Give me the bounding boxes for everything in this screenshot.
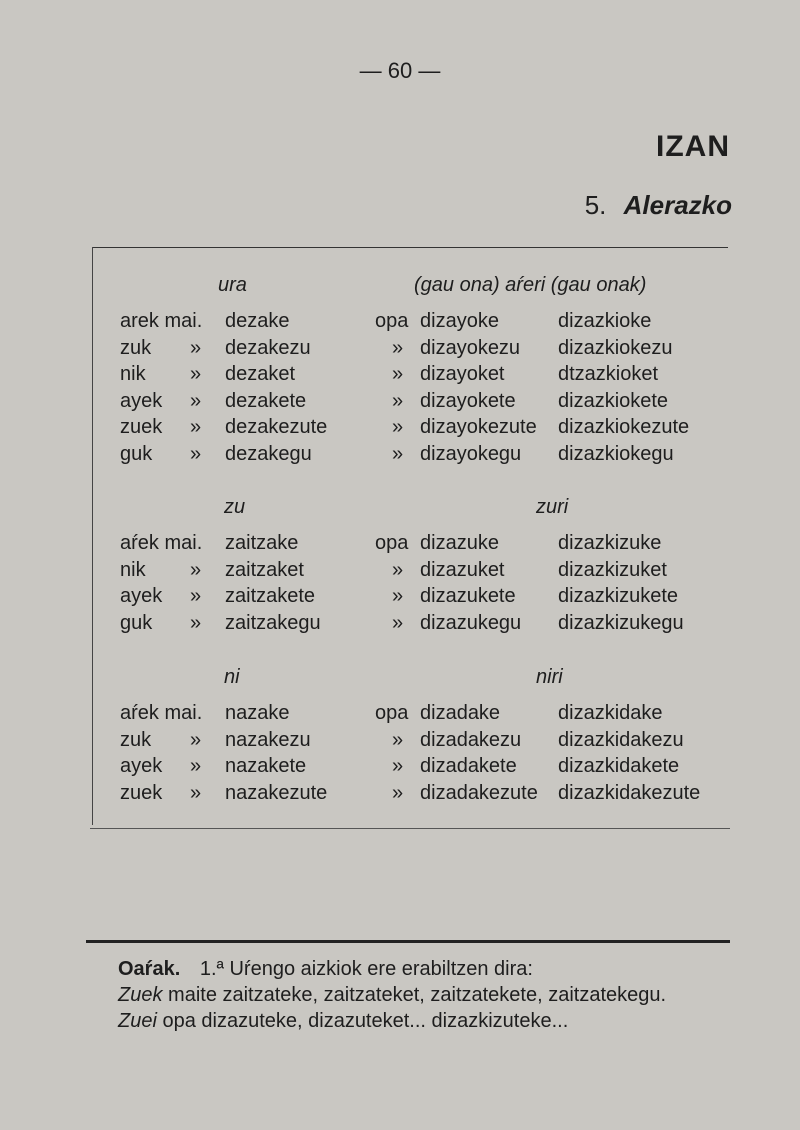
row-ditto-mark: » [190,363,202,385]
row-subject: arek mai. [120,310,203,332]
row-subject: nik [120,558,146,581]
table-row [0,530,800,556]
notes-line-2-text: maite zaitzateke, zaitzateket, zaitzatekete, zaitzatekegu. [168,984,667,1006]
table-row [0,335,800,361]
row-opa: » [392,558,404,581]
row-singular-form: dizazukegu [420,611,522,634]
table-row [0,441,800,467]
row-opa: » [392,728,404,751]
row-opa: opa [375,532,409,554]
notes-line-1-text: 1.ª Uŕengo aizkiok ere erabiltzen dira: [199,958,533,980]
row-opa: » [392,363,404,385]
row-singular-form: dizazuket [420,558,505,581]
row-singular-form: dizadakezu [420,728,522,751]
row-subject: zuek [120,416,163,438]
row-plural-form: dizazkidake [558,702,663,724]
row-plural-form: dizazkiokegu [558,442,674,465]
row-form: zaitzakegu [225,611,321,634]
row-form: nazakete [225,755,307,777]
row-ditto-mark: » [190,728,202,751]
table-row [0,753,800,779]
row-ditto-mark: » [190,558,202,581]
table-bottom-rule [90,828,730,829]
row-form: dezake [225,310,290,332]
row-singular-form: dizayokezute [420,416,537,438]
row-ditto-mark: » [190,611,202,634]
row-form: nazake [225,702,290,724]
row-subject: aŕek mai. [120,532,203,554]
row-subject: guk [120,442,153,465]
table-row [0,414,800,440]
row-subject: ayek [120,755,163,777]
table-row [0,308,800,334]
row-singular-form: dizazukete [420,585,516,607]
row-ditto-mark: » [190,781,202,804]
row-singular-form: dizadakete [420,755,517,777]
row-ditto-mark: » [190,336,202,359]
row-singular-form: dizayoke [420,310,499,332]
row-subject: ayek [120,389,163,412]
row-plural-form: dizazkiokezute [558,416,690,438]
row-subject: zuk [120,336,152,359]
row-plural-form: dizazkidakezute [558,781,701,804]
section-number: 5. [584,190,607,220]
row-singular-form: dizadake [420,702,501,724]
block-header-left: ni [224,666,240,688]
row-singular-form: dizayokegu [420,442,522,465]
row-form: nazakezu [225,728,311,751]
block-header-right: (gau ona) aŕeri (gau onak) [414,274,647,296]
row-ditto-mark: » [190,585,202,607]
row-singular-form: dizadakezute [420,781,538,804]
table-row [0,727,800,753]
table-row [0,361,800,387]
row-opa: » [392,416,404,438]
row-ditto-mark: » [190,416,202,438]
row-plural-form: dizazkizuke [558,532,662,554]
notes-line-2 [118,982,758,1008]
row-form: dezaket [225,363,296,385]
row-opa: opa [375,310,409,332]
table-top-rule [92,247,728,248]
table-row [0,700,800,726]
row-form: zaitzake [225,532,299,554]
row-opa: opa [375,702,409,724]
row-subject: zuk [120,728,152,751]
row-singular-form: dizazuke [420,532,499,554]
row-form: zaitzaket [225,558,304,581]
row-ditto-mark: » [190,442,202,465]
notes-line-3-lead: Zuei [118,1010,157,1032]
row-form: zaitzakete [225,585,316,607]
notes-line-3-text: opa dizazuteke, dizazuteket... dizazkizuteke... [162,1010,569,1032]
block-header-right: niri [536,666,563,688]
block-header-right: zuri [536,496,569,518]
block-header-left: ura [218,274,247,296]
row-plural-form: dizazkizukegu [558,611,684,634]
section-name: Alerazko [623,190,732,220]
row-form: dezakete [225,389,307,412]
notes [118,956,758,1034]
row-ditto-mark: » [190,389,202,412]
notes-line-2-lead: Zuek [118,984,163,1006]
row-subject: ayek [120,585,163,607]
notes-rule [86,940,730,943]
table-row [0,388,800,414]
notes-label: Oaŕak. [118,958,181,980]
row-plural-form: dizazkizukete [558,585,679,607]
row-opa: » [392,389,404,412]
section-title [585,190,732,221]
table-row [0,780,800,806]
notes-line-3 [118,1008,758,1034]
table-row [0,583,800,609]
row-subject: zuek [120,781,163,804]
page-number: — 60 — [359,58,441,83]
row-plural-form: dizazkioke [558,310,652,332]
row-opa: » [392,585,404,607]
row-singular-form: dizayokete [420,389,516,412]
table-row [0,610,800,636]
row-opa: » [392,442,404,465]
row-ditto-mark: » [190,755,202,777]
row-plural-form: dtzazkioket [558,363,659,385]
row-subject: nik [120,363,146,385]
row-opa: » [392,755,404,777]
block-header-left: zu [224,496,246,518]
notes-line-1 [118,956,758,982]
row-form: dezakezute [225,416,328,438]
verb-title: IZAN [656,130,730,163]
row-form: dezakegu [225,442,312,465]
row-opa: » [392,781,404,804]
row-plural-form: dizazkizuket [558,558,667,581]
row-plural-form: dizazkidakezu [558,728,684,751]
row-singular-form: dizayoket [420,363,505,385]
row-plural-form: dizazkidakete [558,755,680,777]
row-subject: guk [120,611,153,634]
row-singular-form: dizayokezu [420,336,521,359]
row-subject: aŕek mai. [120,702,203,724]
row-opa: » [392,611,404,634]
row-opa: » [392,336,404,359]
row-plural-form: dizazkiokezu [558,336,673,359]
row-form: dezakezu [225,336,311,359]
row-plural-form: dizazkiokete [558,389,669,412]
row-form: nazakezute [225,781,328,804]
table-row [0,557,800,583]
